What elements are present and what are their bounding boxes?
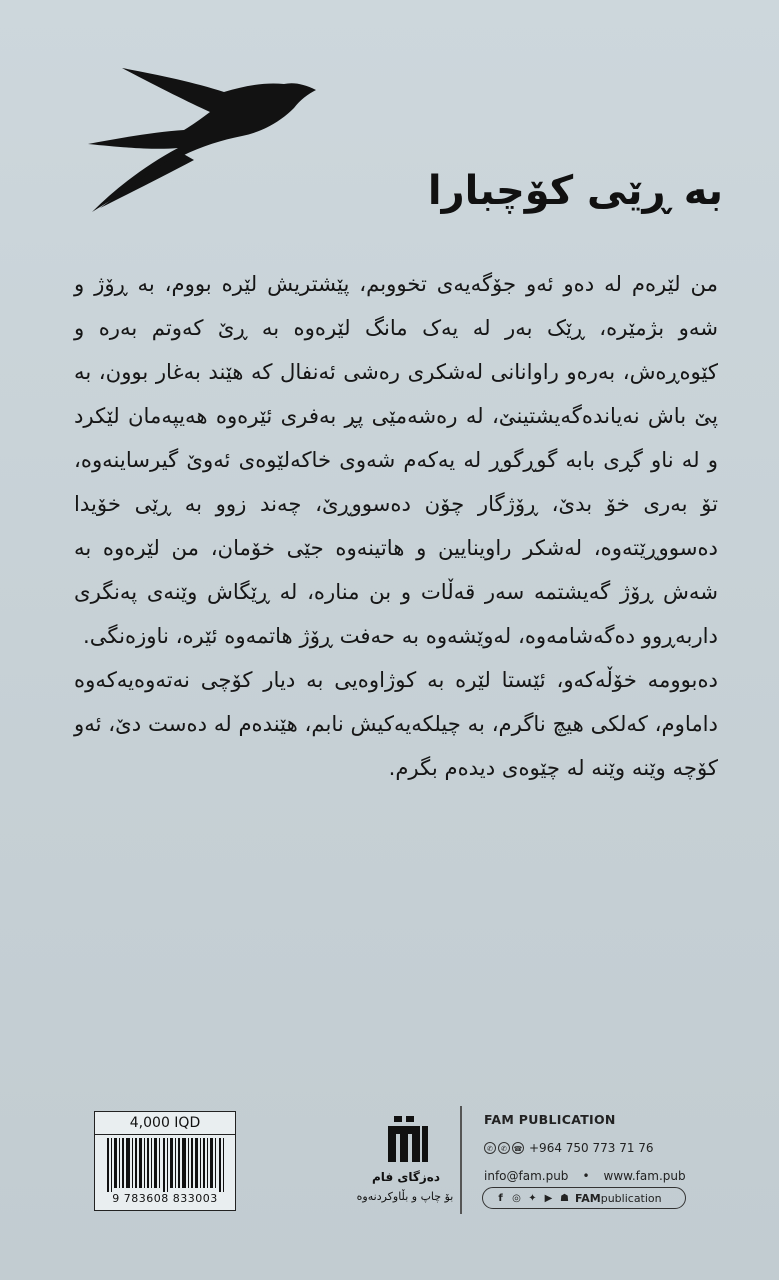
social-handle-prefix: FAM xyxy=(575,1191,601,1205)
snapchat-icon: ☗ xyxy=(560,1192,569,1204)
phone-row xyxy=(484,1141,654,1155)
phone-icon: ☎ xyxy=(512,1142,524,1154)
book-title: به ڕێی کۆچبارا xyxy=(427,168,723,214)
blurb-paragraph: من لێرەم لە دەو ئەو جۆگەیەی تخووبم، پێشتریش لێرە بووم، بە ڕۆژ و شەو بژمێرە، ڕێک بەر لە یەک مانگ لێرەوە بە ڕێ کەوتم بەرە و کێوەڕەش، بەرەو راوانانی لەشکری رەشی ئەنفال کە هێند بەغار بوون، بە پێ باش نەیاندەگەیشتینێ، لە رەشەمێی پڕ بەفری ئێرەوە هەیپەمان لێکرد و لە ناو گڕی بابە گوڕگوڕ لە یەکەم شەوی خاکەلێوەی ئەوێ گیرساینەوە، تۆ بەری خۆ بدێ، ڕۆژگار چۆن دەسووڕێ، چەند زوو بە ڕێی خۆیدا دەسووڕێتەوە، لەشکر راوینایین و هاتینەوە جێی خۆمان، من لێرەوە بە شەش ڕۆژ گەیشتمە سەر قەڵات و بن منارە، لە ڕێگاش وێنەی پەنگری داربەڕوو دەگەشامەوە، لەوێشەوە بە حەفت ڕۆژ هاتمەوە ئێرە، ناوزەنگی. xyxy=(74,271,718,648)
price-label: 4,000 IQD xyxy=(95,1112,235,1135)
publisher-name-kurdish: دەزگای فام xyxy=(372,1170,440,1184)
social-handle-suffix: publication xyxy=(600,1191,662,1205)
facebook-icon: f xyxy=(498,1192,503,1204)
instagram-icon: ◎ xyxy=(512,1192,521,1204)
fam-logo-icon xyxy=(384,1114,430,1166)
vertical-divider xyxy=(460,1106,462,1214)
viber-icon: ✆ xyxy=(498,1142,510,1154)
isbn-number: 9 783608 833003 xyxy=(112,1192,218,1205)
barcode-box xyxy=(94,1111,236,1211)
contact-row xyxy=(484,1169,686,1183)
publisher-name-english: FAM PUBLICATION xyxy=(484,1112,616,1127)
blurb-text xyxy=(74,262,718,790)
social-handles-pill xyxy=(482,1187,686,1209)
email-address: info@fam.pub xyxy=(484,1169,569,1183)
social-handle xyxy=(575,1192,662,1205)
website-url: www.fam.pub xyxy=(603,1169,686,1183)
barcode-icon xyxy=(107,1138,225,1192)
publisher-tagline: بۆ چاپ و بڵاوکردنەوە xyxy=(356,1190,454,1203)
swallow-bird-icon xyxy=(84,60,324,220)
whatsapp-icon: ✆ xyxy=(484,1142,496,1154)
youtube-icon: ▶ xyxy=(544,1192,553,1204)
twitter-icon: ✦ xyxy=(528,1192,537,1204)
phone-number: +964 750 773 71 76 xyxy=(529,1141,654,1155)
blurb-paragraph: دەبوومە خۆڵەکەو، ئێستا لێرە بە کوژاوەیی بە دیار کۆچی نەتەوەیەکەوە داماوم، کەلکی هیچ ناگرم، بە چیلکەیەکیش نابم، هێندەم لە دەست دێ، ئەو کۆچە وێنە وێنە لە چێوەی دیدەم بگرم. xyxy=(74,667,718,780)
separator-dot: • xyxy=(582,1169,590,1183)
